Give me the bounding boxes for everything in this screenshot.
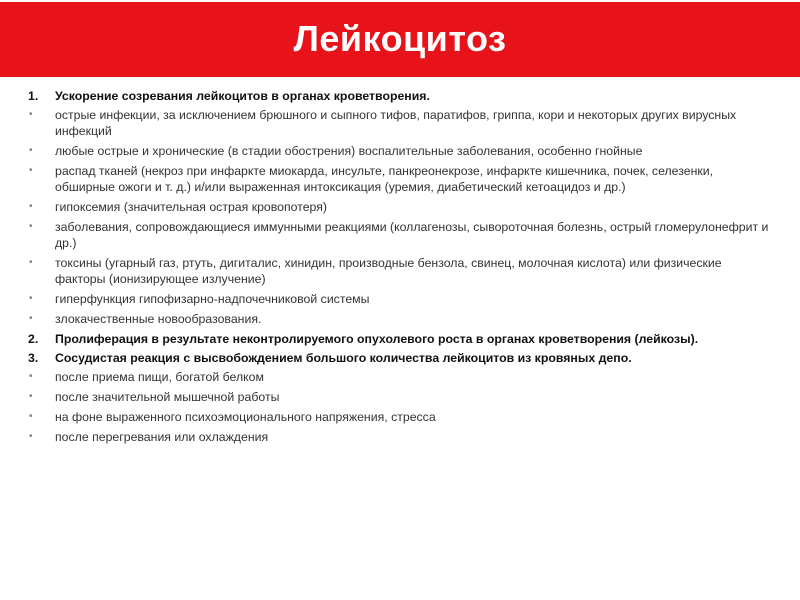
item-number: 1. — [28, 89, 39, 103]
item-text: Ускорение созревания лейкоцитов в органах кроветворения. — [55, 89, 430, 103]
bullet-item — [28, 163, 773, 195]
item-text: Пролиферация в результате неконтролируемого опухолевого роста в органах кроветворения (лейкозы). — [55, 332, 699, 346]
title-bar — [0, 2, 800, 77]
bullet-item — [28, 255, 773, 287]
item-number: 3. — [28, 351, 39, 365]
numbered-item — [28, 88, 773, 104]
bullet-icon: • — [29, 371, 33, 382]
item-text: злокачественные новообразования. — [55, 312, 262, 326]
bullet-icon: • — [29, 221, 33, 232]
item-text: после приема пищи, богатой белком — [55, 370, 264, 384]
numbered-item — [28, 331, 773, 347]
bullet-icon: • — [29, 293, 33, 304]
bullet-item — [28, 107, 773, 139]
bullet-item — [28, 369, 773, 385]
bullet-item — [28, 219, 773, 251]
content-list — [28, 85, 773, 449]
slide-title: Лейкоцитоз — [293, 17, 507, 59]
bullet-icon: • — [29, 431, 33, 442]
bullet-item — [28, 291, 773, 307]
bullet-icon: • — [29, 257, 33, 268]
item-text: заболевания, сопровождающиеся иммунными реакциями (коллагенозы, сывороточная болезнь, острый гломерулонефрит и др.) — [55, 220, 769, 250]
bullet-icon: • — [29, 313, 33, 324]
bullet-icon: • — [29, 411, 33, 422]
bullet-item — [28, 409, 773, 425]
bullet-item — [28, 389, 773, 405]
item-text: гипоксемия (значительная острая кровопотеря) — [55, 200, 328, 214]
item-text: после значительной мышечной работы — [55, 390, 280, 404]
item-text: на фоне выраженного психоэмоционального напряжения, стресса — [55, 410, 436, 424]
item-text: распад тканей (некроз при инфаркте миокарда, инсульте, панкреонекрозе, инфаркте кишечника, почек, селезенки, обширные ожоги и т. д.) и/или выраженная интоксикация (уремия, диабетический кетоацидоз и др.) — [55, 164, 714, 194]
item-text: острые инфекции, за исключением брюшного и сыпного тифов, паратифов, гриппа, кори и некоторых других вирусных инфекций — [55, 108, 737, 138]
bullet-icon: • — [29, 201, 33, 212]
bullet-item — [28, 429, 773, 445]
bullet-icon: • — [29, 145, 33, 156]
bullet-icon: • — [29, 165, 33, 176]
numbered-item — [28, 350, 773, 366]
bullet-item — [28, 311, 773, 327]
item-text: токсины (угарный газ, ртуть, дигиталис, хинидин, производные бензола, свинец, молочная кислота) или физические факторы (ионизирующее излучение) — [55, 256, 722, 286]
item-text: Сосудистая реакция с высвобождением большого количества лейкоцитов из кровяных депо. — [55, 351, 632, 365]
item-text: после перегревания или охлаждения — [55, 430, 269, 444]
bullet-icon: • — [29, 109, 33, 120]
item-text: любые острые и хронические (в стадии обострения) воспалительные заболевания, особенно гнойные — [55, 144, 643, 158]
item-text: гиперфункция гипофизарно-надпочечниковой системы — [55, 292, 370, 306]
bullet-item — [28, 199, 773, 215]
bullet-item — [28, 143, 773, 159]
item-number: 2. — [28, 332, 39, 346]
bullet-icon: • — [29, 391, 33, 402]
